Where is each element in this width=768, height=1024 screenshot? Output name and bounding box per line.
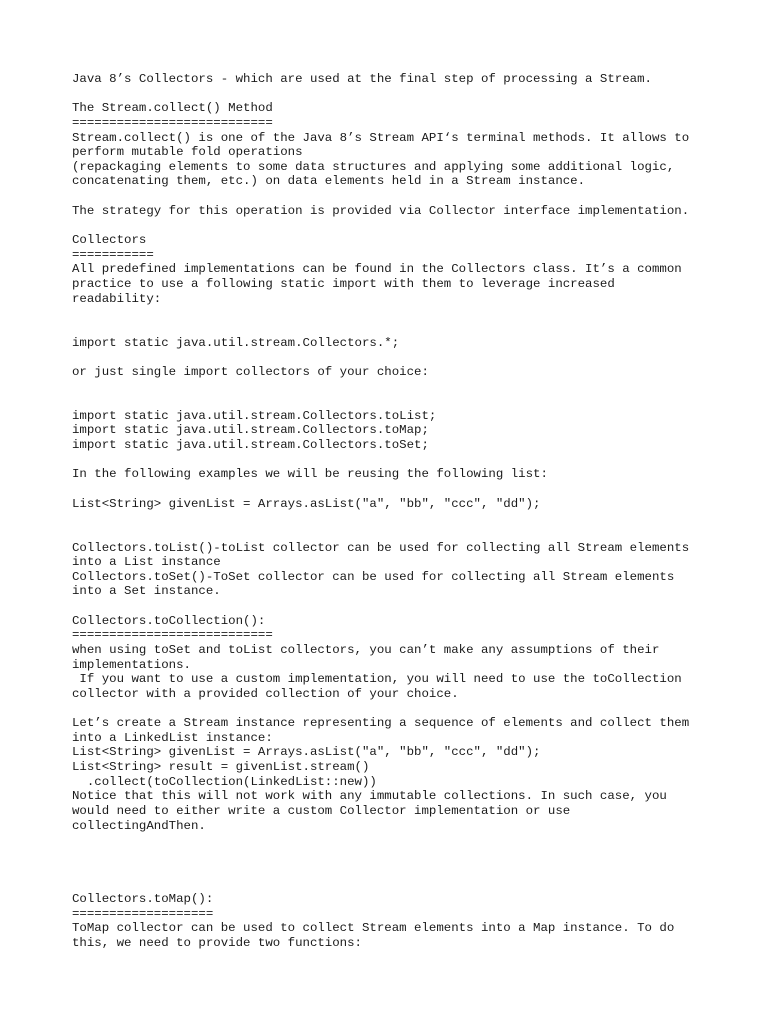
text-line [72,482,752,497]
text-line: perform mutable fold operations [72,145,303,160]
text-line: readability: [72,291,162,306]
text-line [72,877,752,892]
text-line: collector with a provided collection of your choice. [72,686,459,701]
text-line: Collectors.toCollection(): [72,613,266,628]
text-line: Stream.collect() is one of the Java 8’s Stream API‘s terminal methods. It allows to [72,130,690,145]
text-line: In the following examples we will be reusing the following list: [72,467,548,482]
text-line: this, we need to provide two functions: [72,935,362,950]
text-line: Collectors.toMap(): [72,891,214,906]
text-line: .collect(toCollection(LinkedList::new)) [72,774,377,789]
text-line [72,379,752,394]
text-line: If you want to use a custom implementation, you will need to use the toCollection [72,672,682,687]
text-line [72,848,752,863]
text-line [72,863,752,878]
text-line [72,511,752,526]
text-line: All predefined implementations can be found in the Collectors class. It’s a common [72,262,682,277]
text-line: concatenating them, etc.) on data elements held in a Stream instance. [72,174,586,189]
text-line: =========================== [72,628,273,643]
text-line: =========================== [72,115,273,130]
text-line [72,453,752,468]
text-line: Notice that this will not work with any immutable collections. In such case, you [72,789,667,804]
text-line [72,87,752,102]
text-line [72,599,752,614]
text-line: import static java.util.stream.Collectors.*; [72,335,400,350]
text-line: when using toSet and toList collectors, you can’t make any assumptions of their [72,642,660,657]
text-line: import static java.util.stream.Collectors.toList; [72,408,437,423]
text-line: Collectors [72,233,147,248]
text-line: import static java.util.stream.Collectors.toSet; [72,438,429,453]
text-line: into a List instance [72,555,221,570]
text-line: Collectors.toList()-toList collector can be used for collecting all Stream elements [72,540,690,555]
text-line [72,350,752,365]
text-line [72,189,752,204]
text-line: collectingAndThen. [72,818,206,833]
text-line: List<String> givenList = Arrays.asList("a", "bb", "ccc", "dd"); [72,745,541,760]
text-line: ToMap collector can be used to collect Stream elements into a Map instance. To do [72,921,675,936]
text-line [72,306,752,321]
text-line: =========== [72,247,154,262]
text-line [72,321,752,336]
text-line [72,833,752,848]
text-line [72,394,752,409]
text-line: =================== [72,906,214,921]
text-line: Let’s create a Stream instance representing a sequence of elements and collect them [72,716,690,731]
text-line: Java 8’s Collectors - which are used at the final step of processing a Stream. [72,72,652,86]
document-text [72,72,752,950]
text-line [72,702,752,717]
text-line: (repackaging elements to some data structures and applying some additional logic, [72,159,675,174]
text-line: into a Set instance. [72,584,221,599]
text-line: would need to either write a custom Collector implementation or use [72,804,571,819]
text-line: The Stream.collect() Method [72,101,273,116]
text-line [72,526,752,541]
text-line: List<String> result = givenList.stream() [72,760,370,775]
text-line: into a LinkedList instance: [72,730,273,745]
text-line: The strategy for this operation is provided via Collector interface implementation. [72,203,690,218]
text-line: import static java.util.stream.Collectors.toMap; [72,423,429,438]
text-line: implementations. [72,657,191,672]
text-line: Collectors.toSet()-ToSet collector can be used for collecting all Stream elements [72,569,675,584]
text-line: or just single import collectors of your choice: [72,364,429,379]
text-line: List<String> givenList = Arrays.asList("a", "bb", "ccc", "dd"); [72,496,541,511]
text-line [72,218,752,233]
text-line: practice to use a following static import with them to leverage increased [72,276,615,291]
